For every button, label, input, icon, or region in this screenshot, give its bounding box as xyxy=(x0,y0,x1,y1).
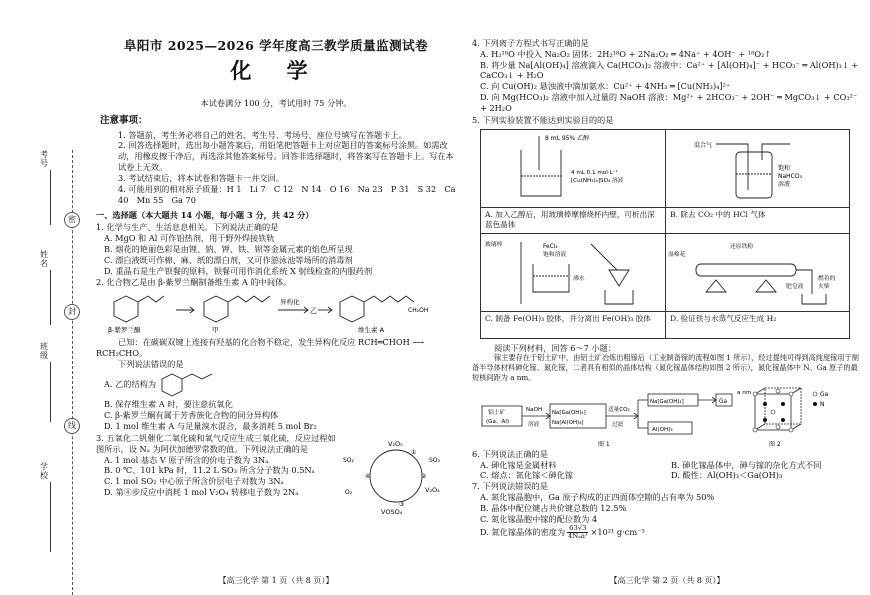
label-c-rod: 玻璃棒 xyxy=(485,241,503,248)
figure-2-unit-cell xyxy=(735,384,855,448)
label-a-solution: [Cu(NH₃)₄]SO₄ 溶液 xyxy=(571,177,624,184)
cycle-step-1: ① xyxy=(411,448,417,456)
q7-option: C. 氮化镓晶胞中镓的配位数为 4 xyxy=(480,513,598,524)
cycle-o2: O₂ xyxy=(345,488,353,496)
flow-na-ga-oh4-out: Na[Ga(OH)₄] xyxy=(650,398,684,405)
label-b-nahco3: NaHCO₃ xyxy=(778,172,802,180)
cycle-so3: SO₃ xyxy=(429,456,440,464)
gutter-label-school: 学校 xyxy=(39,462,49,480)
q2-option: D. 1 mol 维生素 A 与足量溴水混合，最多消耗 5 mol Br₂ xyxy=(104,421,317,432)
q5-apparatus-table xyxy=(480,129,850,339)
scheme-label-ionone: β-紫罗兰酮 xyxy=(108,326,141,335)
notice-item: 4. 可能用到的相对原子质量：H 1 Li 7 C 12 N 14 O 16 Na 23 P 31 S 32 Ca 40 Mn 55 Ga 70 xyxy=(118,183,456,205)
notice-item: 2. 回答选择题时，选出每小题答案后，用铅笔把答题卡上对应题目的答案标号涂黑。如需改动，用橡皮擦干净后，再选涂其他答案标号。回答非选择题时，将答案写在答题卡上。写在本试卷上无效。 xyxy=(118,140,454,173)
flow-na-ga-oh4: Na[Ga(OH)₄] xyxy=(552,409,586,416)
density-denominator: 4Nₐa³ xyxy=(567,532,588,541)
q1-option: D. 重晶石是生产钡餐的原料，钡餐可用作消化系统 X 射线检查的内服药剂 xyxy=(104,265,373,276)
label-d-wet-cotton: 湿棉花 xyxy=(668,251,686,258)
question-5-stem: 5. 下列实验装置不能达到实验目的的是 xyxy=(472,114,614,125)
exam-info: 本试卷满分 100 分，考试用时 75 分钟。 xyxy=(200,98,352,109)
section-heading: 一、选择题（本大题共 14 小题，每小题 3 分，共 42 分） xyxy=(96,210,314,221)
density-fraction xyxy=(567,525,588,541)
page-2 xyxy=(472,38,862,586)
flow-ga: Ga xyxy=(719,398,728,405)
label-d-iron-powder: 还原铁粉 xyxy=(730,243,754,250)
q6-option: B. 砷化镓晶体中，砷与镓的杂化方式不同 xyxy=(671,459,822,470)
label-b-saturated: 饱和 xyxy=(778,164,791,172)
fill-line xyxy=(50,482,51,552)
label-d-soap: 肥皂液 xyxy=(786,283,804,290)
page-2-footer: 【高三化学 第 2 页（共 8 页）】 xyxy=(609,576,725,586)
label-c-boiling-water: 沸水 xyxy=(573,275,585,282)
figure-1-flowchart xyxy=(480,384,735,448)
q6-options xyxy=(472,460,862,482)
figure-2-caption: 图 2 xyxy=(769,440,781,448)
scheme-label-yi: 乙 xyxy=(310,307,317,316)
fill-line xyxy=(50,362,51,422)
apparatus-c xyxy=(481,234,666,312)
scheme-label-ch2oh: CH₂OH xyxy=(408,307,429,315)
cycle-voso4: VOSO₄ xyxy=(381,507,403,516)
q6-option: A. 砷化镓是金属材料 xyxy=(480,459,557,470)
label-d-burning: 燃着的 xyxy=(818,275,836,282)
cycle-v2o5: V₂O₅ xyxy=(388,439,403,448)
notice-item: 3. 考试结束后，将本试卷和答题卡一并交回。 xyxy=(118,172,284,183)
caption-b: B. 除去 CO₂ 中的 HCl 气体 xyxy=(666,208,850,234)
caption-d: D. 验证铁与水蒸气反应生成 H₂ xyxy=(670,313,777,323)
question-4-stem: 4. 下列离子方程式书写正确的是 xyxy=(472,38,589,48)
question-7-stem: 7. 下列说法错误的是 xyxy=(472,481,548,492)
cycle-step-4: ④ xyxy=(365,472,371,480)
question-6-stem: 6. 下列说法正确的是 xyxy=(472,448,548,459)
seal-mark-feng: 封 xyxy=(64,304,80,320)
vitamin-a-synthesis-scheme xyxy=(96,288,436,334)
fill-line xyxy=(50,170,51,225)
flow-ga-al: (Ga、Al) xyxy=(486,418,510,425)
q2-option-a-row xyxy=(96,369,456,399)
q1-option: A. MgO 和 Al 可作铝热剂，用于野外焊接铁轨 xyxy=(104,233,275,244)
q4-option: B. 将少量 Na[Al(OH)₄] 溶液滴入 Ca(HCO₃)₂ 溶液中：Ca²⁺ + [Al(OH)₄]⁻ + HCO₃⁻ ═ Al(OH)₃↓ + CaCO₃↓ + H₂O xyxy=(480,59,859,81)
exam-title: 阜阳市 2025—2026 学年度高三教学质量监测试卷 xyxy=(123,38,429,53)
binding-gutter xyxy=(0,0,92,595)
q7-option-d-row xyxy=(472,525,862,541)
cycle-so2: SO₂ xyxy=(343,456,354,464)
cycle-v2o4: V₂O₄ xyxy=(425,485,440,494)
q4-option: A. H₂¹⁸O 中投入 Na₂O₂ 固体：2H₂¹⁸O + 2Na₂O₂ ═ 4Na⁺ + 4OH⁻ + ¹⁸O₂↑ xyxy=(480,48,772,59)
caption-c: C. 制备 Fe(OH)₃ 胶体，并分离出 Fe(OH)₃ 胶体 xyxy=(481,312,666,338)
caption-a: A. 加入乙醇后，用玻璃棒摩擦烧杯内壁，可析出深蓝色晶体 xyxy=(481,208,666,234)
flow-aloh3: Al(OH)₃ xyxy=(652,426,673,433)
q7-option: B. 晶体中配位键占共价键总数的 12.5% xyxy=(480,502,627,513)
subject-title: 化 学 xyxy=(230,57,322,83)
scheme-label-isomerize: 异构化 xyxy=(280,298,300,307)
page-1-footer: 【高三化学 第 1 页（共 8 页）】 xyxy=(218,576,334,586)
cell-edge-label: a nm xyxy=(737,389,752,396)
figure-1-caption: 图 1 xyxy=(598,440,610,448)
apparatus-a xyxy=(481,130,666,208)
seal-mark-mi: 密 xyxy=(64,212,80,228)
page-1 xyxy=(96,38,456,586)
flow-naoh: NaOH xyxy=(526,406,543,413)
gutter-label-exam-number: 考号 xyxy=(39,150,49,168)
material-text: 镓主要存在于铝土矿中，由铝土矿冶炼出粗镓后（工业制备镓的流程如图 1 所示），经过提纯可得到高纯度镓用于制备半导体材料砷化镓、氮化镓，二者具有相似的晶体结构（氮化镓晶体结构如图 2 所示），氮化镓晶体中 N、Ga 原子的最短核间距为 a nm。 xyxy=(472,353,859,383)
flow-bauxite: 铝土矿 xyxy=(488,409,506,416)
catalytic-cycle-diagram xyxy=(341,432,451,518)
scheme-label-jia: 甲 xyxy=(212,326,219,335)
question-1-stem: 1. 化学与生产、生活息息相关。下列说法正确的是 xyxy=(96,222,279,233)
legend-ga: Ga xyxy=(820,390,829,398)
apparatus-d xyxy=(666,234,850,312)
q3-option: A. 1 mol 基态 V 原子所含的价电子数为 3Nₐ xyxy=(104,454,269,465)
q3-option: C. 1 mol SO₂ 中心原子所含价层电子对数为 3Nₐ xyxy=(104,476,284,487)
gutter-label-class: 班级 xyxy=(39,342,49,360)
apparatus-b xyxy=(666,130,850,208)
gutter-label-name: 姓名 xyxy=(39,250,49,268)
q7-option: A. 氮化镓晶胞中，Ga 原子构成的正四面体空隙的占有率为 50% xyxy=(480,492,715,503)
density-tail: ×10²¹ g·cm⁻³ xyxy=(590,527,645,538)
density-numerator: 63√3 xyxy=(569,523,587,532)
q2-option: B. 保存维生素 A 时，要注意抗氧化 xyxy=(104,399,233,410)
q7-option: D. 氮化镓晶体的密度为 xyxy=(480,527,566,538)
fill-line xyxy=(50,270,51,325)
q2-option: A. 乙的结构为 xyxy=(104,379,157,390)
q3-option: B. 0 ℃、101 kPa 时，11.2 L SO₃ 所含分子数为 0.5Nₐ xyxy=(104,465,315,476)
flow-solution: 溶液 xyxy=(528,421,540,428)
q2-option: C. β-紫罗兰酮有属于芳香族化合物的同分异构体 xyxy=(104,410,279,421)
flow-co2: 适量CO₂ xyxy=(608,406,630,413)
material-intro: 阅读下列材料，回答 6～7 小题： xyxy=(494,342,617,353)
label-b-solution: 溶液 xyxy=(778,180,791,188)
q3-option: D. 第④步反应中消耗 1 mol V₂O₄ 转移电子数为 2Nₐ xyxy=(104,487,299,498)
seal-mark-xian: 线 xyxy=(64,418,80,434)
cycle-step-3: ③ xyxy=(399,500,405,508)
material-figures xyxy=(480,384,862,448)
q1-option: C. 漂白液既可作棉、麻、纸的漂白剂，又可作游泳池等场所的消毒剂 xyxy=(104,254,353,265)
flow-filter: 过滤 xyxy=(612,421,624,428)
notice-item: 1. 答题前，考生务必将自己的姓名、考生号、考场号、座位号填写在答题卡上。 xyxy=(118,129,407,140)
legend-n: N xyxy=(820,400,825,408)
q6-option: C. 熔点：氮化镓＜砷化镓 xyxy=(480,470,574,481)
flow-na-al-oh4: Na[Al(OH)₄] xyxy=(552,419,584,426)
q6-option: D. 酸性：Al(OH)₃＜Ga(OH)₃ xyxy=(671,470,783,481)
scheme-label-vitamin-a: 维生素 A xyxy=(358,326,385,335)
cycle-step-2: ② xyxy=(421,472,427,480)
notice-heading: 注意事项： xyxy=(100,115,148,127)
q4-option: C. 向 Cu(OH)₂ 悬浊液中滴加氨水：Cu²⁺ + 4NH₃ ═ [Cu(NH₃)₄]²⁺ xyxy=(480,81,731,92)
label-a-conc: 4 mL 0.1 mol·L⁻¹ xyxy=(571,169,618,176)
q1-option: B. 烟花的艳丽色彩是由锂、钠、钾、铁、钡等金属元素的焰色所呈现 xyxy=(104,243,353,254)
label-a-ethanol: 8 mL 95% 乙醇 xyxy=(545,134,590,142)
label-c-saturated: 饱和溶液 xyxy=(543,251,567,258)
question-3-stem: 3. 五氧化二钒催化二氧化硫和氧气反应生成三氧化硫，反应过程如图所示，设 Nₐ 为阿伏加德罗常数的值。下列说法正确的是 xyxy=(96,432,336,454)
q2-ask: 下列说法错误的是 xyxy=(118,358,184,369)
q2-known-text: 已知：在碳碳双键上连接有羟基的化合物不稳定，发生异构化反应 RCH═CHOH ⟶ RCH₂CHO。 xyxy=(96,337,425,358)
label-c-fecl3: FeCl₃ xyxy=(543,243,558,250)
label-d-match: 火柴 xyxy=(818,283,830,290)
structure-of-yi xyxy=(156,369,226,399)
question-2-stem: 2. 化合物乙是由 β-紫罗兰酮制备维生素 A 的中间体。 xyxy=(96,277,292,288)
label-b-mixed-gas: 混合气 xyxy=(694,141,713,149)
q4-option: D. 向 Mg(HCO₃)₂ 溶液中加入过量的 NaOH 溶液：Mg²⁺ + 2HCO₃⁻ + 2OH⁻ ═ MgCO₃↓ + CO₃²⁻ + 2H₂O xyxy=(480,92,858,113)
